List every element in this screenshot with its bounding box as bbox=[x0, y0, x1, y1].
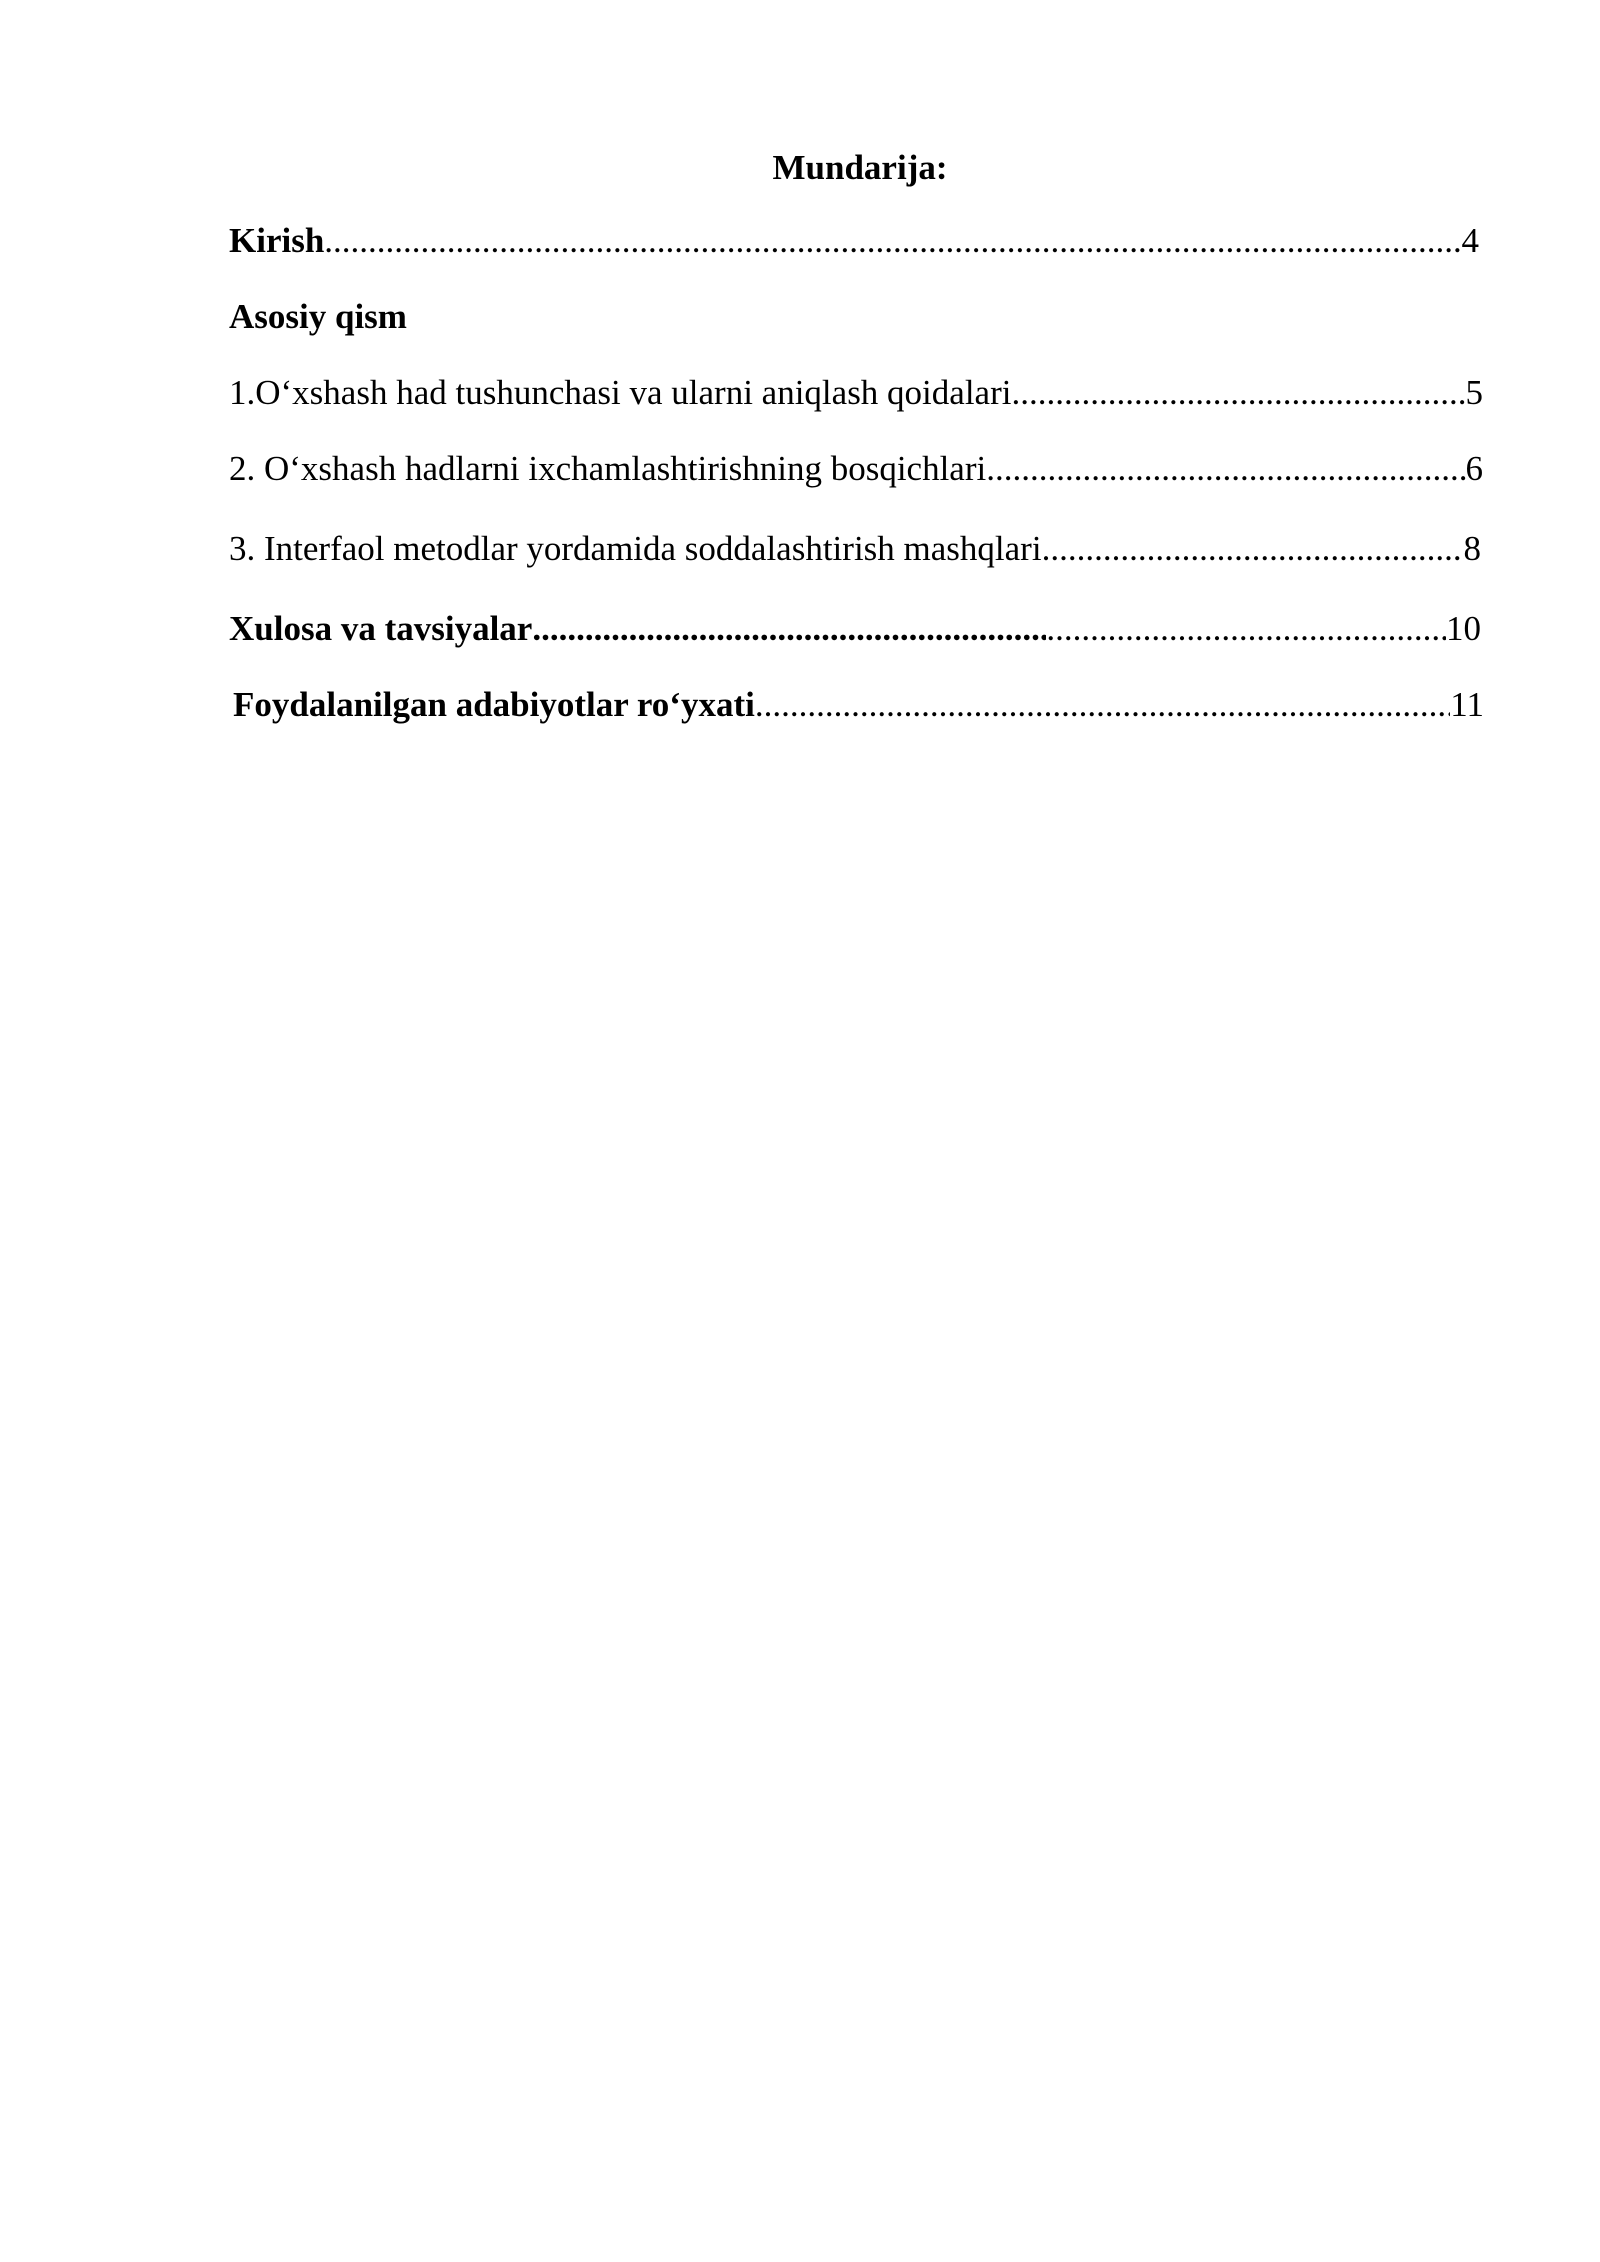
toc-entry-kirish[interactable] bbox=[229, 221, 1479, 261]
toc-page-number: 10 bbox=[1446, 609, 1481, 648]
toc-entry-foydalanilgan-adabiyotlar[interactable] bbox=[233, 685, 1484, 725]
toc-entry-xulosa[interactable] bbox=[229, 609, 1481, 649]
toc-page-number: 4 bbox=[1461, 221, 1479, 260]
toc-entry-label: Xulosa va tavsiyalar bbox=[229, 609, 533, 648]
dot-leader bbox=[755, 685, 1450, 725]
toc-entry-label: 3. Interfaol metodlar yordamida soddalashtirish mashqlari bbox=[229, 529, 1042, 568]
toc-title: Mundarija: bbox=[772, 148, 948, 187]
dot-leader bbox=[986, 449, 1465, 489]
toc-entry-section-2[interactable] bbox=[229, 449, 1483, 489]
toc-page-number: 8 bbox=[1463, 529, 1481, 568]
dot-leader bbox=[1011, 373, 1465, 413]
dot-leader bbox=[324, 221, 1461, 261]
toc-page-number: 6 bbox=[1465, 449, 1483, 488]
toc-entry-label: Foydalanilgan adabiyotlar ro‘yxati bbox=[233, 685, 755, 724]
toc-entry-asosiy-qism[interactable] bbox=[229, 297, 407, 337]
toc-entry-label: 1.O‘xshash had tushunchasi va ularni aniqlash qoidalari bbox=[229, 373, 1012, 412]
toc-entry-label: 2. O‘xshash hadlarni ixchamlashtirishning bosqichlari bbox=[229, 449, 987, 488]
dot-leader bbox=[1046, 609, 1446, 649]
toc-page-number: 11 bbox=[1450, 685, 1484, 724]
dot-leader bbox=[532, 609, 1046, 649]
toc-entry-label: Kirish bbox=[229, 221, 325, 260]
toc-entry-label: Asosiy qism bbox=[229, 297, 407, 336]
toc-page-number: 5 bbox=[1465, 373, 1483, 412]
toc-entry-section-1[interactable] bbox=[229, 373, 1483, 413]
dot-leader bbox=[1042, 529, 1464, 569]
toc-entry-section-3[interactable] bbox=[229, 529, 1481, 569]
